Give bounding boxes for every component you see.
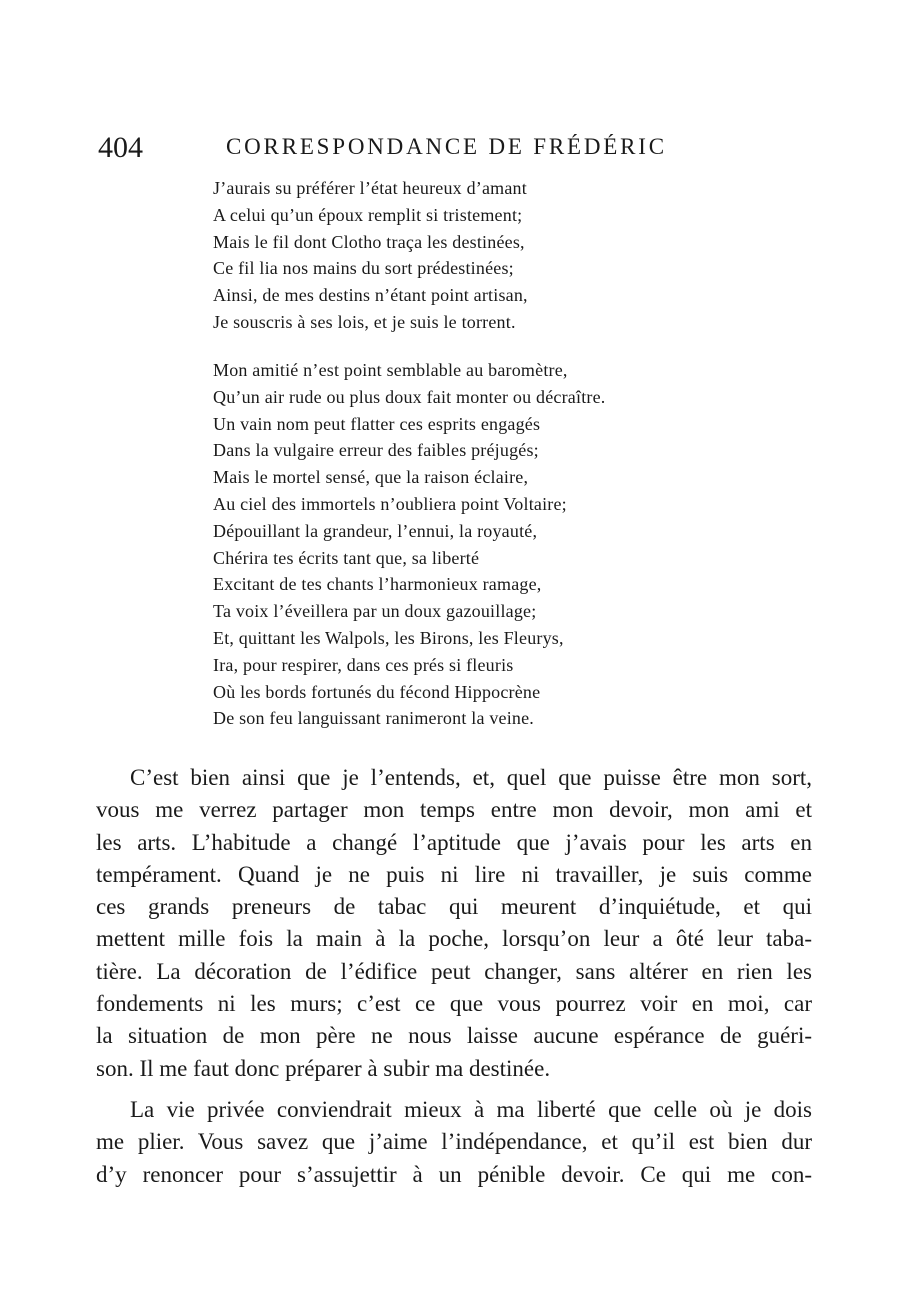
prose-line: ces grands preneurs de tabac qui meurent d’inquiétude, et qui: [96, 894, 812, 920]
verse-line: Ce fil lia nos mains du sort prédestinées;: [213, 258, 514, 279]
prose-line: La vie privée conviendrait mieux à ma liberté que celle où je dois: [130, 1097, 812, 1122]
prose-paragraph-1: [96, 762, 812, 1085]
verse-line: Et, quittant les Walpols, les Birons, les Fleurys,: [213, 627, 564, 648]
verse-line: Ira, pour respirer, dans ces prés si fleuris: [213, 654, 514, 675]
prose-line: me plier. Vous savez que j’aime l’indépendance, et qu’il est bien dur: [96, 1129, 812, 1155]
verse-line: Où les bords fortunés du fécond Hippocrène: [213, 681, 541, 702]
verse-line: Chérira tes écrits tant que, sa liberté: [213, 547, 480, 568]
prose-line: tière. La décoration de l’édifice peut changer, sans altérer en rien les: [96, 958, 812, 984]
verse-line: Ta voix l’éveillera par un doux gazouillage;: [213, 601, 537, 622]
verse-line: J’aurais su préférer l’état heureux d’amant: [213, 178, 527, 198]
prose-paragraph-2: [96, 1094, 812, 1191]
verse-line: Dépouillant la grandeur, l’ennui, la royauté,: [213, 520, 538, 541]
poem-stanza-2: [213, 357, 713, 732]
verse-line: Mais le fil dont Clotho traça les destinées,: [213, 231, 525, 252]
prose-line: mettent mille fois la main à la poche, lorsqu’on leur a ôté leur taba-: [96, 926, 812, 952]
verse-line: Excitant de tes chants l’harmonieux ramage,: [213, 574, 542, 595]
verse-line: Mais le mortel sensé, que la raison éclaire,: [213, 467, 529, 488]
prose-line: fondements ni les murs; c’est ce que vous pourrez voir en moi, car: [96, 991, 812, 1017]
prose-line: son. Il me faut donc préparer à subir ma destinée.: [96, 1055, 551, 1081]
verse-line: Ainsi, de mes destins n’étant point artisan,: [213, 285, 528, 306]
prose-line: d’y renoncer pour s’assujettir à un pénible devoir. Ce qui me con-: [96, 1161, 812, 1187]
poem-stanza-1: [213, 175, 713, 336]
verse-line: A celui qu’un époux remplit si tristement;: [213, 204, 523, 225]
verse-line: Qu’un air rude ou plus doux fait monter ou décraître.: [213, 386, 606, 407]
prose-line: la situation de mon père ne nous laisse aucune espérance de guéri-: [96, 1023, 812, 1049]
prose-line: C’est bien ainsi que je l’entends, et, quel que puisse être mon sort,: [130, 765, 812, 790]
prose-line: vous me verrez partager mon temps entre mon devoir, mon ami et: [96, 797, 812, 823]
verse-line: Au ciel des immortels n’oubliera point Voltaire;: [213, 493, 567, 514]
verse-line: De son feu languissant ranimeront la veine.: [213, 708, 535, 729]
running-head: CORRESPONDANCE DE FRÉDÉRIC: [226, 134, 667, 159]
prose-line: les arts. L’habitude a changé l’aptitude que j’avais pour les arts en: [96, 829, 812, 855]
prose-line: tempérament. Quand je ne puis ni lire ni travailler, je suis comme: [96, 861, 812, 887]
page-number: 404: [98, 131, 143, 164]
verse-line: Mon amitié n’est point semblable au baromètre,: [213, 360, 568, 380]
verse-line: Dans la vulgaire erreur des faibles préjugés;: [213, 440, 539, 461]
verse-line: Je souscris à ses lois, et je suis le torrent.: [213, 311, 516, 332]
verse-line: Un vain nom peut flatter ces esprits engagés: [213, 413, 541, 434]
